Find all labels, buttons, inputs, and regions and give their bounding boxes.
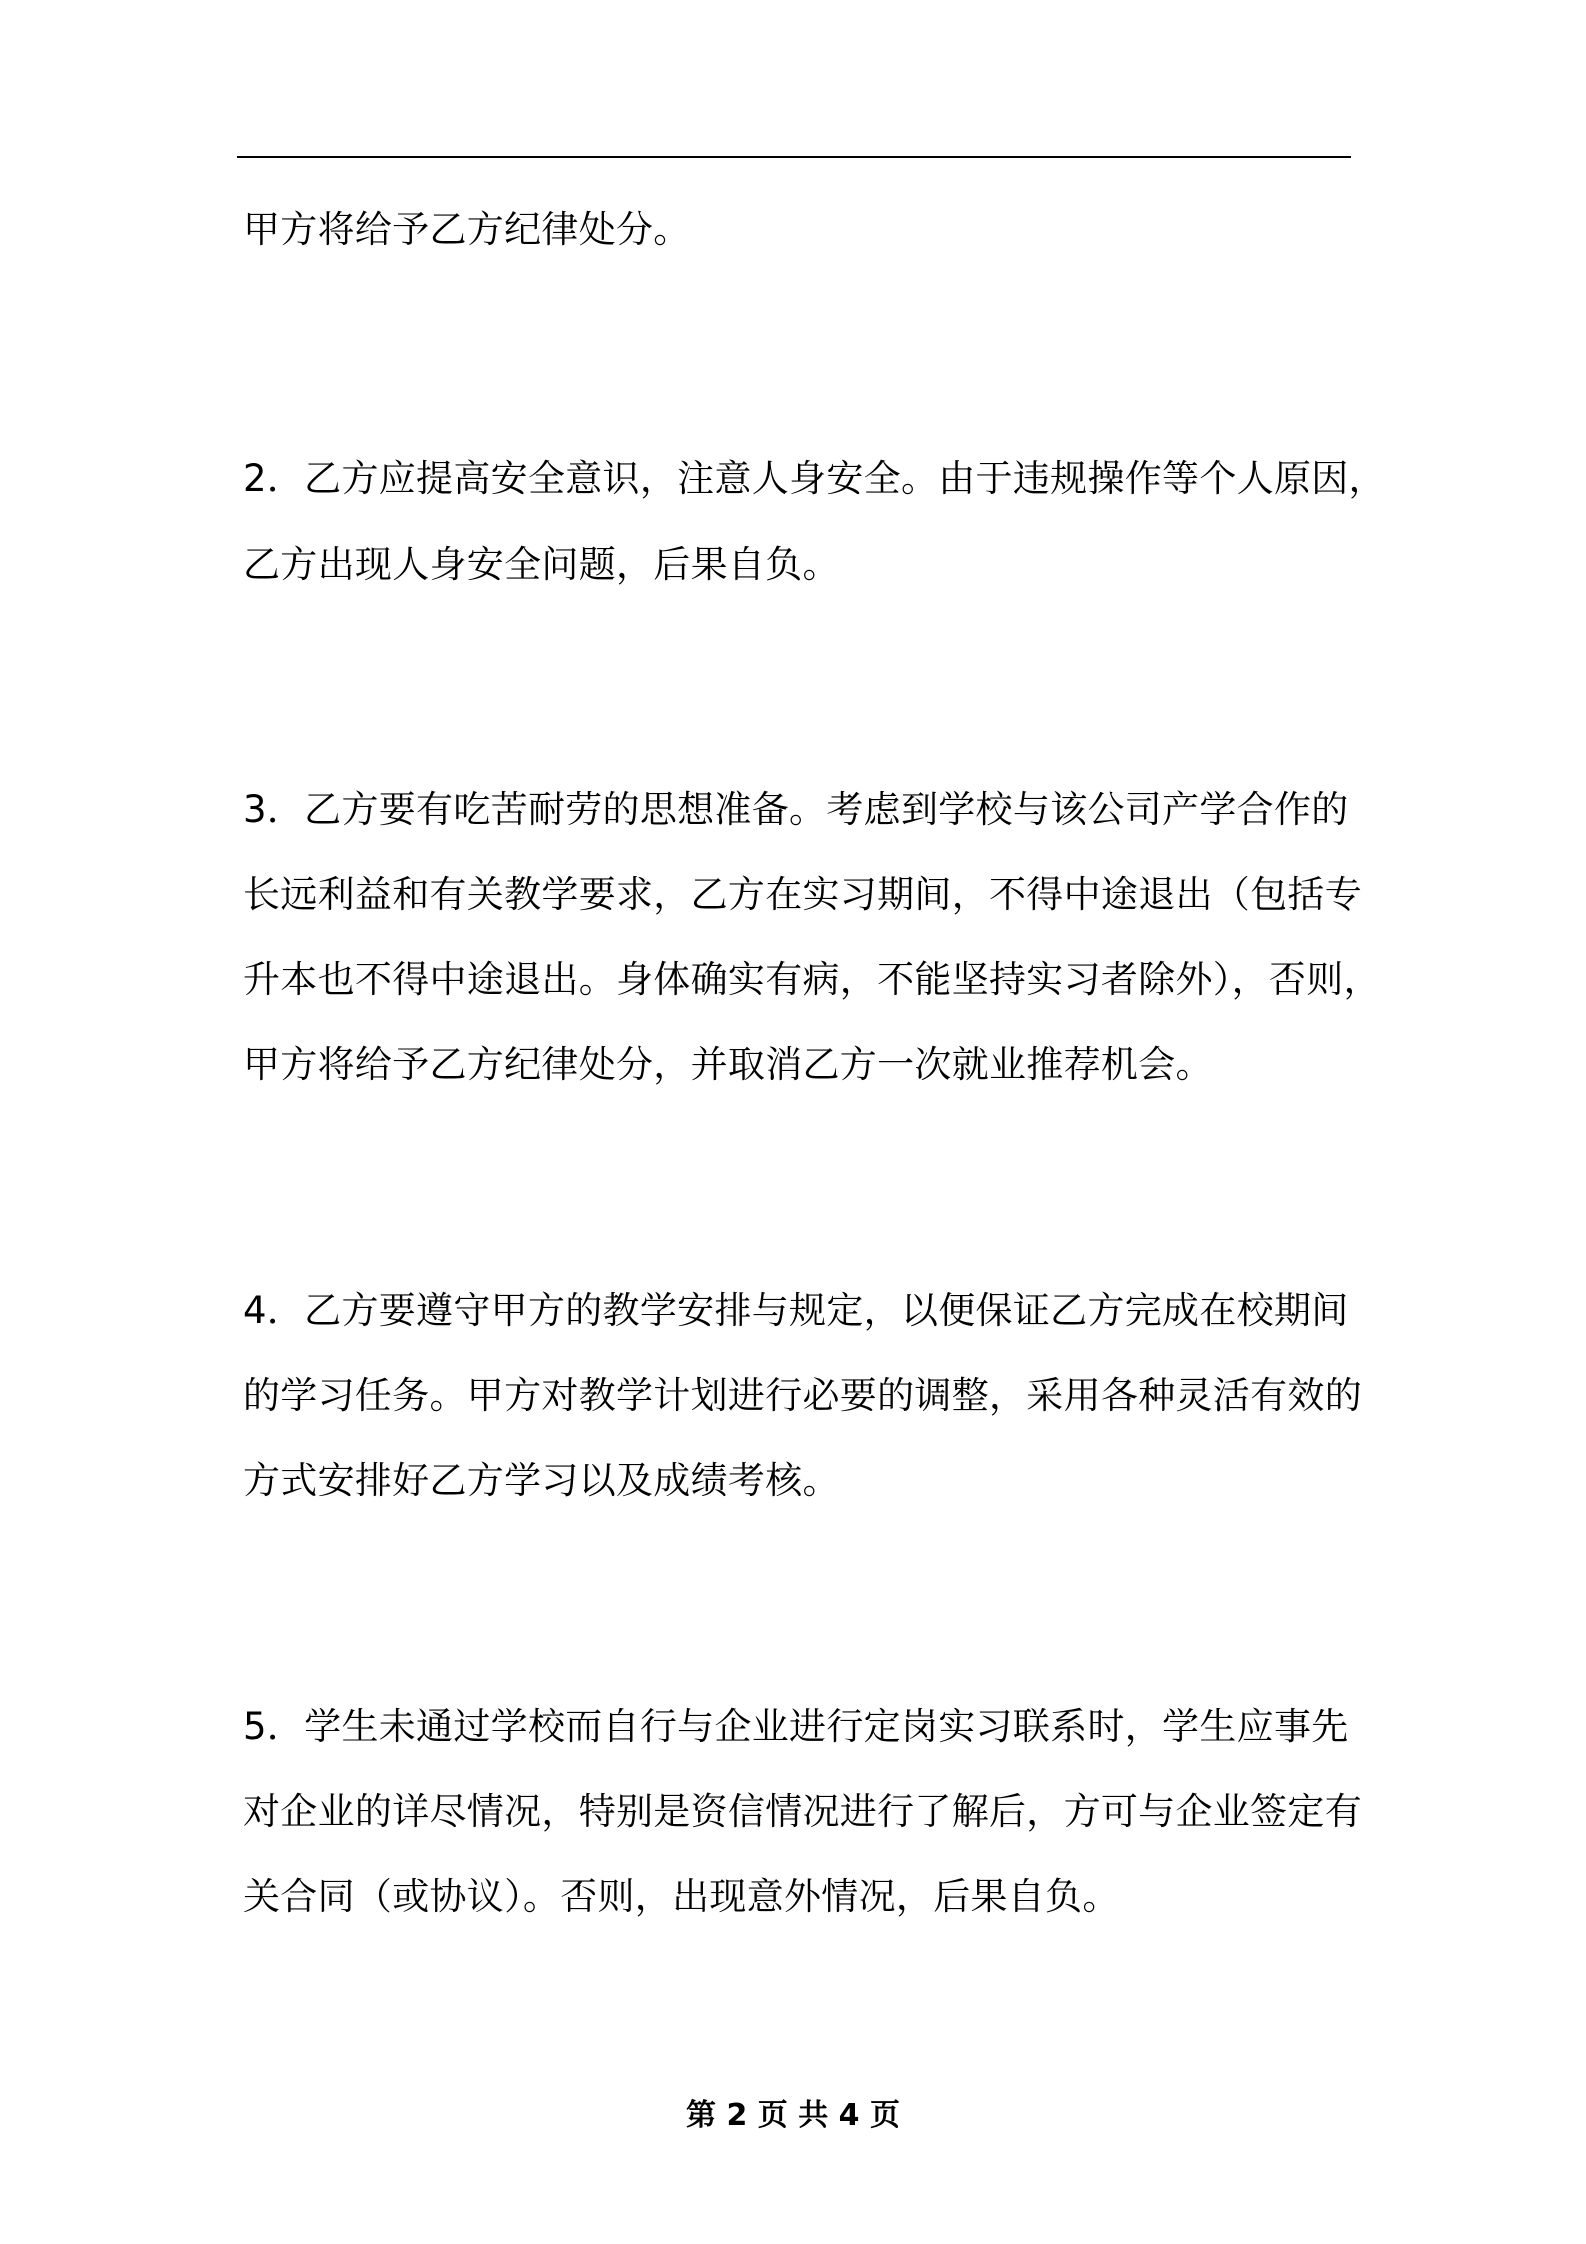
paragraph-5-line-2: 对企业的详尽情况，特别是资信情况进行了解后，方可与企业签定有 <box>243 1790 1362 1833</box>
paragraph-4-line-1: 4．乙方要遵守甲方的教学安排与规定，以便保证乙方完成在校期间 <box>243 1289 1349 1332</box>
paragraph-3-line-3: 升本也不得中途退出。身体确实有病，不能坚持实习者除外），否则， <box>243 958 1381 1001</box>
page-number-footer: 第 2 页 共 4 页 <box>686 2098 900 2133</box>
paragraph-5-line-1: 5．学生未通过学校而自行与企业进行定岗实习联系时，学生应事先 <box>243 1705 1349 1748</box>
paragraph-4-line-2: 的学习任务。甲方对教学计划进行必要的调整，采用各种灵活有效的 <box>243 1374 1362 1417</box>
paragraph-4-line-3: 方式安排好乙方学习以及成绩考核。 <box>243 1459 840 1502</box>
paragraph-3-line-2: 长远利益和有关教学要求，乙方在实习期间，不得中途退出（包括专 <box>243 873 1362 916</box>
paragraph-3-line-1: 3．乙方要有吃苦耐劳的思想准备。考虑到学校与该公司产学合作的 <box>243 788 1349 831</box>
header-rule <box>237 156 1351 158</box>
paragraph-3-line-4: 甲方将给予乙方纪律处分，并取消乙方一次就业推荐机会。 <box>243 1043 1213 1086</box>
paragraph-5-line-3: 关合同（或协议）。否则，出现意外情况，后果自负。 <box>243 1875 1120 1918</box>
paragraph-2-line-1: 2．乙方应提高安全意识，注意人身安全。由于违规操作等个人原因， <box>243 457 1386 500</box>
paragraph-2-line-2: 乙方出现人身安全问题，后果自负。 <box>243 543 840 586</box>
paragraph-1-line-1: 甲方将给予乙方纪律处分。 <box>243 208 691 251</box>
